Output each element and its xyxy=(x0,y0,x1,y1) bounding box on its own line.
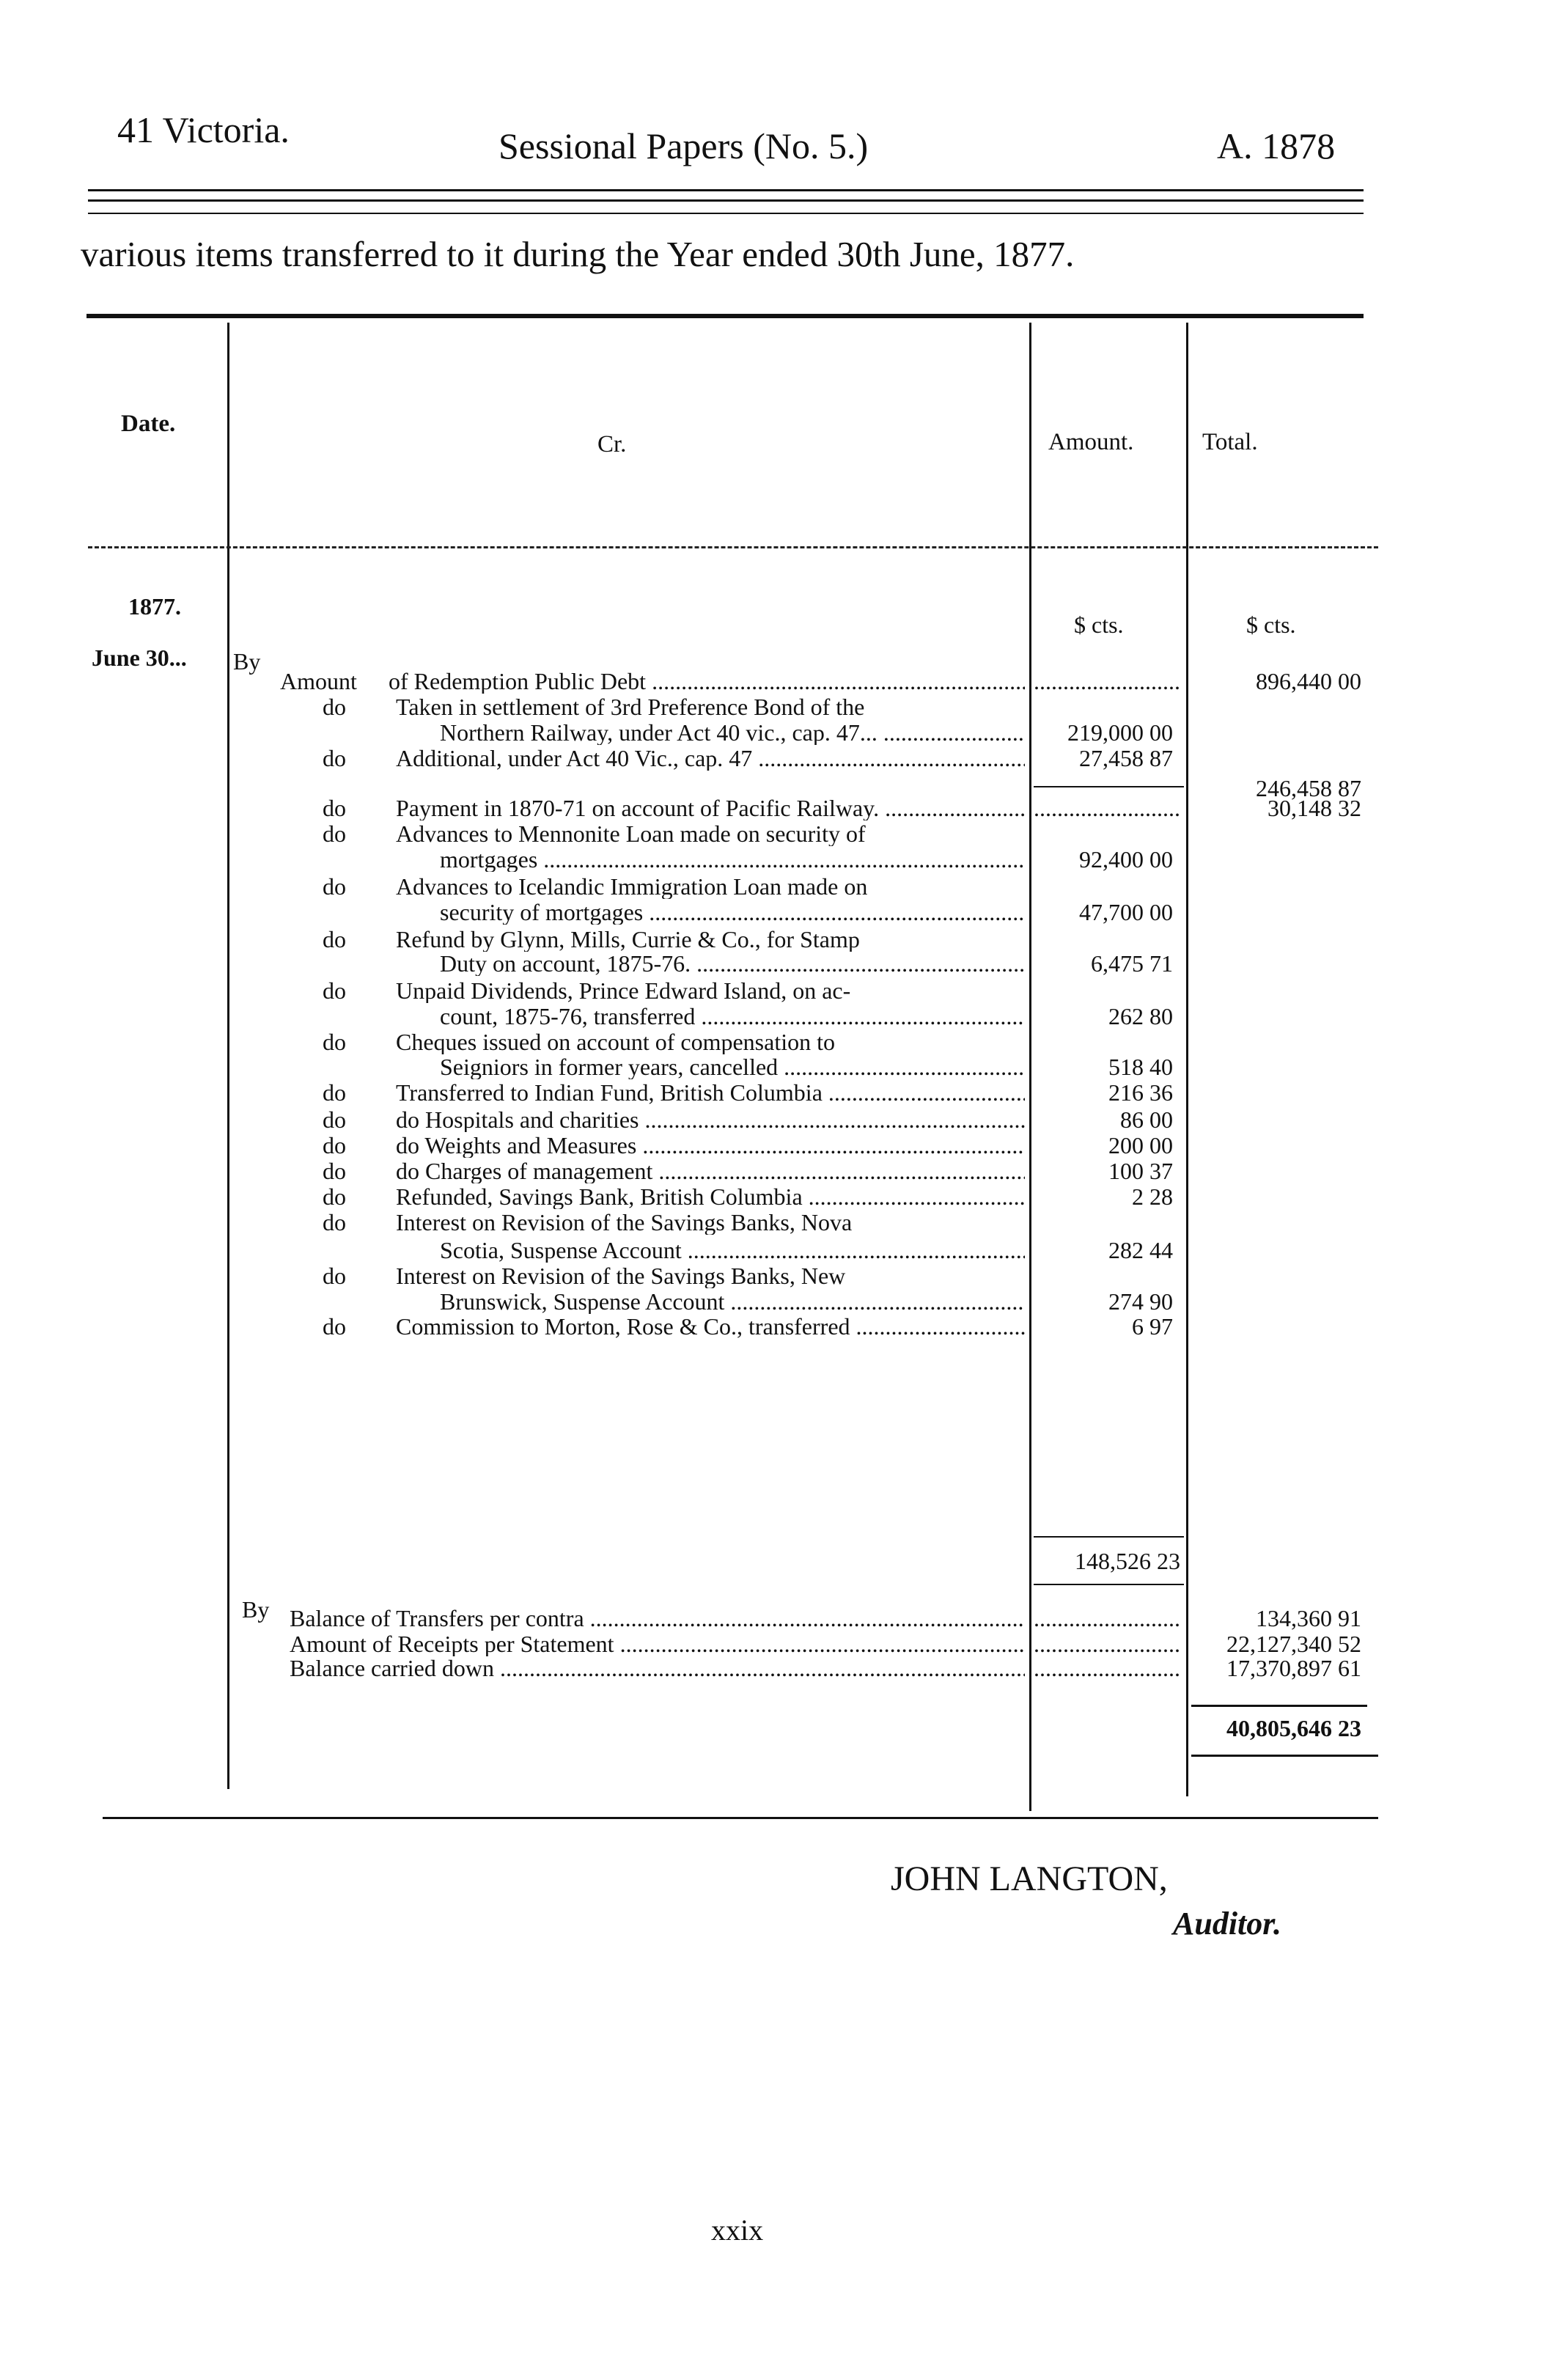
entry-text: mortgages ..... xyxy=(440,847,1025,872)
col-head-date: Date. xyxy=(121,411,176,437)
col-head-amount: Amount. xyxy=(1048,429,1134,455)
balance-total: 17,370,897 61 xyxy=(1226,1655,1361,1681)
entry-text: Transferred to Indian Fund, British Columbia ..... xyxy=(396,1080,1025,1105)
col-head-cr: Cr. xyxy=(597,431,627,458)
entry-text: Advances to Icelandic Immigration Loan made on xyxy=(396,874,868,899)
grand-total-top-rule xyxy=(1191,1705,1367,1707)
balance-label: Amount of Receipts per Statement ..... xyxy=(290,1631,1025,1656)
rule-date-col xyxy=(227,323,229,1789)
amount-leader xyxy=(1034,669,1180,694)
entry-prefix: do xyxy=(323,1158,346,1184)
header-rule-2 xyxy=(88,199,1364,202)
grand-total: 40,805,646 23 xyxy=(1226,1715,1361,1741)
entry-prefix: do xyxy=(323,745,346,771)
balance-amount-leader xyxy=(1034,1606,1180,1631)
entry-text: Cheques issued on account of compensation to xyxy=(396,1029,835,1054)
entry-amount: 219,000 00 xyxy=(1067,719,1173,746)
amount-unit: $ cts. xyxy=(1074,611,1124,638)
entry-amount: 6,475 71 xyxy=(1091,950,1173,977)
entry-text: Scotia, Suspense Account ..... xyxy=(440,1238,1025,1263)
entry-amount: 6 97 xyxy=(1132,1313,1173,1340)
entry-total: 896,440 00 xyxy=(1256,668,1361,694)
entry-prefix: do xyxy=(323,1132,346,1158)
entry-amount: 216 36 xyxy=(1108,1079,1173,1106)
entry-amount: 282 44 xyxy=(1108,1237,1173,1263)
balance-total: 22,127,340 52 xyxy=(1226,1631,1361,1657)
entry-prefix: do xyxy=(323,1263,346,1289)
entry-text: Brunswick, Suspense Account ..... xyxy=(440,1289,1025,1314)
entry-prefix: do xyxy=(323,795,346,821)
entry-prefix: do xyxy=(323,1209,346,1235)
total-unit: $ cts. xyxy=(1246,611,1296,638)
balance-amount-leader xyxy=(1034,1656,1180,1681)
entry-prefix: do xyxy=(323,1313,346,1340)
balance-by-label: By xyxy=(242,1596,270,1623)
page-title: various items transferred to it during the Year ended 30th June, 1877. xyxy=(81,234,1075,274)
entry-prefix: do xyxy=(323,694,346,720)
entry-text: Payment in 1870-71 on account of Pacific Railway. ..... xyxy=(396,796,1025,820)
header-rule-3 xyxy=(88,213,1364,214)
entry-text: Taken in settlement of 3rd Preference Bond of the xyxy=(396,694,865,719)
balance-label: Balance carried down ..... xyxy=(290,1656,1025,1681)
entry-text: Interest on Revision of the Savings Banks, New xyxy=(396,1263,846,1288)
signature-name: JOHN LANGTON, xyxy=(891,1859,1168,1898)
entry-text: of Redemption Public Debt ..... xyxy=(389,669,1025,694)
bottom-rule xyxy=(103,1817,1378,1819)
bracket-total: 246,458 87 xyxy=(1256,775,1361,801)
by-label: By xyxy=(233,648,261,675)
entry-amount: 274 90 xyxy=(1108,1288,1173,1315)
entry-amount: 2 28 xyxy=(1132,1183,1173,1210)
entry-text: security of mortgages ..... xyxy=(440,900,1025,925)
entry-amount: 518 40 xyxy=(1108,1054,1173,1080)
rule-amount-col xyxy=(1186,323,1188,1796)
entry-text: Refunded, Savings Bank, British Columbia ..... xyxy=(396,1184,1025,1209)
amount-leader xyxy=(1034,796,1180,820)
grand-total-bottom-rule xyxy=(1191,1755,1378,1757)
header-rule-1 xyxy=(88,189,1364,191)
heading-rule xyxy=(88,546,1378,548)
entry-text: Duty on account, 1875-76. ..... xyxy=(440,951,1025,976)
entry-prefix: do xyxy=(323,1183,346,1210)
entry-total: 30,148 32 xyxy=(1268,795,1361,821)
entry-text: Additional, under Act 40 Vic., cap. 47 ..... xyxy=(396,746,1025,771)
entry-amount: 100 37 xyxy=(1108,1158,1173,1184)
entry-text: Commission to Morton, Rose & Co., transferred ..... xyxy=(396,1314,1025,1339)
bracket-rule xyxy=(1034,786,1184,787)
amount-sum-rule xyxy=(1034,1536,1184,1538)
balance-total: 134,360 91 xyxy=(1256,1605,1361,1631)
amount-sum-underline xyxy=(1034,1584,1184,1585)
balance-amount-leader xyxy=(1034,1631,1180,1656)
entry-text: Advances to Mennonite Loan made on security of xyxy=(396,821,866,846)
entry-text: do Charges of management ..... xyxy=(396,1158,1025,1183)
entry-amount: 92,400 00 xyxy=(1079,846,1173,873)
entry-text: do Hospitals and charities ..... xyxy=(396,1107,1025,1132)
entry-prefix: do xyxy=(323,926,346,952)
header-center: Sessional Papers (No. 5.) xyxy=(498,125,869,166)
entry-prefix: do xyxy=(323,873,346,900)
entry-amount: 47,700 00 xyxy=(1079,899,1173,925)
entry-prefix: do xyxy=(323,977,346,1004)
entry-prefix: do xyxy=(323,1079,346,1106)
entry-text: do Weights and Measures ..... xyxy=(396,1133,1025,1158)
entry-amount: 200 00 xyxy=(1108,1132,1173,1158)
entry-text: Refund by Glynn, Mills, Currie & Co., for Stamp xyxy=(396,927,860,952)
entry-amount: 27,458 87 xyxy=(1079,745,1173,771)
date-day: June 30... xyxy=(92,644,187,671)
entry-text: count, 1875-76, transferred ..... xyxy=(440,1004,1025,1029)
title-rule xyxy=(87,314,1364,318)
entry-amount: 86 00 xyxy=(1120,1106,1173,1133)
entry-text: Seigniors in former years, cancelled ..... xyxy=(440,1054,1025,1079)
entry-text: Unpaid Dividends, Prince Edward Island, on ac- xyxy=(396,978,851,1003)
entry-text: Northern Railway, under Act 40 vic., cap. 47... ..... xyxy=(440,720,1025,745)
header-left: 41 Victoria. xyxy=(117,109,290,150)
amount-sum: 148,526 23 xyxy=(1075,1548,1180,1574)
entry-prefix: do xyxy=(323,1029,346,1055)
header-right: A. 1878 xyxy=(1217,125,1336,166)
entry-amount: 262 80 xyxy=(1108,1003,1173,1029)
page-number: xxix xyxy=(711,2214,764,2247)
entry-prefix: do xyxy=(323,1106,346,1133)
entry-prefix: Amount xyxy=(280,668,357,694)
entry-prefix: do xyxy=(323,820,346,847)
col-head-total: Total. xyxy=(1202,429,1258,455)
entry-text: Interest on Revision of the Savings Banks, Nova xyxy=(396,1210,853,1235)
date-year: 1877. xyxy=(128,593,181,620)
balance-label: Balance of Transfers per contra ..... xyxy=(290,1606,1025,1631)
signature-role: Auditor. xyxy=(1173,1906,1281,1942)
